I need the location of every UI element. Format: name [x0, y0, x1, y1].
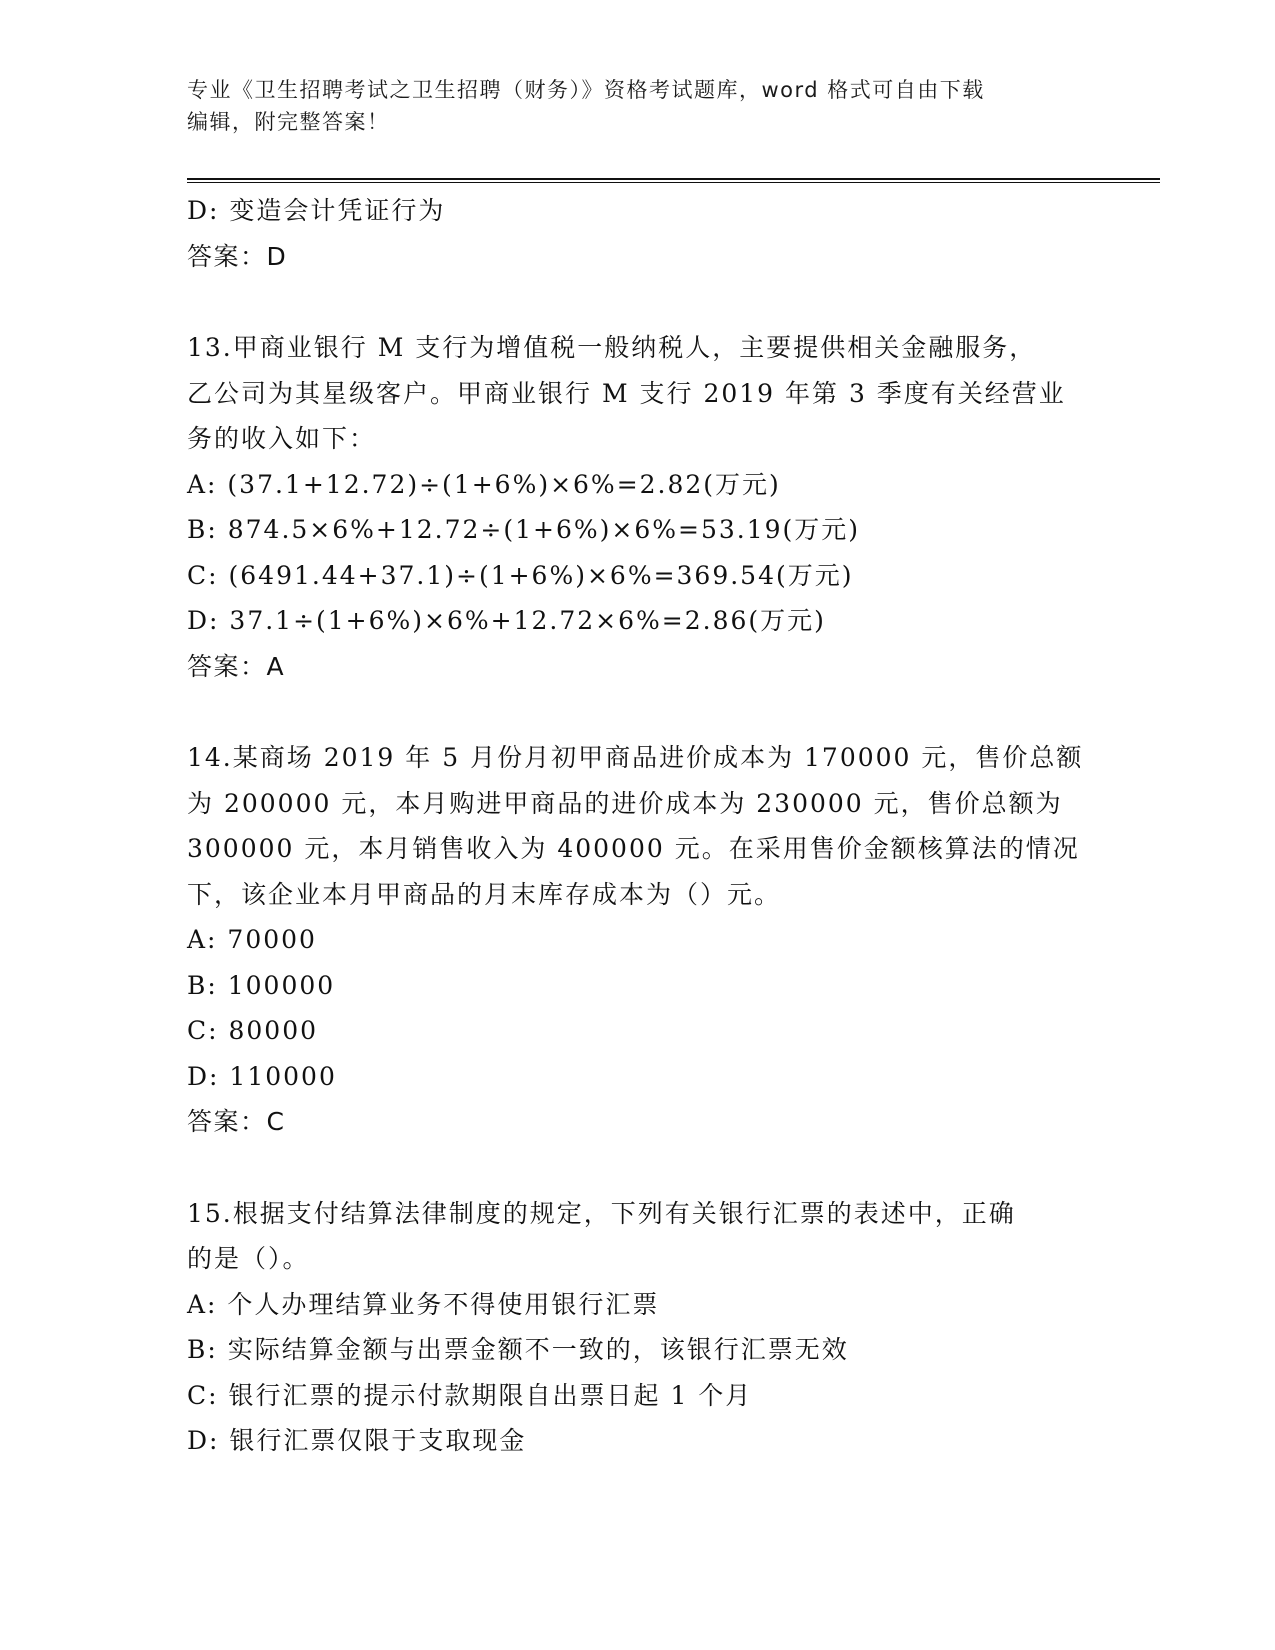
question-13 — [187, 325, 1087, 689]
q14-option-a: A: 70000 — [187, 925, 317, 954]
spacer — [187, 1145, 1087, 1191]
q14-option-b: B: 100000 — [187, 970, 336, 1000]
q14-stem-line: 300000 元，本月销售收入为 400000 元。在采用售价金额核算法的情况 — [187, 834, 1080, 863]
q15-option-b: B: 实际结算金额与出票金额不一致的，该银行汇票无效 — [187, 1335, 849, 1364]
q14-stem-line: 14.某商场 2019 年 5 月份月初甲商品进价成本为 170000 元，售价总额 — [187, 743, 1084, 772]
question-content — [187, 188, 1087, 1464]
q14-option-c: C: 80000 — [187, 1016, 319, 1045]
q13-option-b: B: 874.5×6%+12.72÷(1+6%)×6%=53.19(万元) — [187, 515, 861, 544]
q14-stem-line: 下，该企业本月甲商品的月末库存成本为（）元。 — [187, 879, 782, 909]
q15-stem-line: 的是（）。 — [187, 1244, 310, 1273]
q15-option-c: C: 银行汇票的提示付款期限自出票日起 1 个月 — [187, 1380, 753, 1410]
prev-answer: 答案：D — [187, 241, 288, 271]
q13-option-c: C: (6491.44+37.1)÷(1+6%)×6%=369.54(万元) — [187, 560, 854, 590]
spacer — [187, 279, 1087, 325]
spacer — [187, 689, 1087, 735]
q14-stem-line: 为 200000 元，本月购进甲商品的进价成本为 230000 元，售价总额为 — [187, 788, 1063, 818]
q13-option-a: A: (37.1+12.72)÷(1+6%)×6%=2.82(万元) — [187, 469, 781, 499]
q13-stem-line: 务的收入如下： — [187, 424, 377, 453]
page-header — [187, 74, 1087, 138]
question-15 — [187, 1191, 1087, 1464]
header-divider-thin — [187, 182, 1160, 183]
header-line-1: 专业《卫生招聘考试之卫生招聘（财务）》资格考试题库，word 格式可自由下载 — [187, 78, 985, 102]
q15-stem-line: 15.根据支付结算法律制度的规定，下列有关银行汇票的表述中，正确 — [187, 1198, 1016, 1228]
header-divider-thick — [187, 178, 1160, 180]
q13-stem-line: 乙公司为其星级客户。甲商业银行 M 支行 2019 年第 3 季度有关经营业 — [187, 378, 1066, 408]
q13-answer: 答案：A — [187, 651, 286, 681]
q13-option-d: D: 37.1÷(1+6%)×6%+12.72×6%=2.86(万元) — [187, 606, 826, 635]
q13-stem-line: 13.甲商业银行 M 支行为增值税一般纳税人，主要提供相关金融服务， — [187, 333, 1037, 362]
q15-option-a: A: 个人办理结算业务不得使用银行汇票 — [187, 1289, 660, 1319]
q14-option-d: D: 110000 — [187, 1061, 337, 1091]
q14-answer: 答案：C — [187, 1107, 286, 1136]
q15-option-d: D: 银行汇票仅限于支取现金 — [187, 1426, 527, 1455]
header-line-2: 编辑，附完整答案！ — [187, 110, 390, 134]
prev-option-d: D: 变造会计凭证行为 — [187, 196, 446, 225]
question-14 — [187, 735, 1087, 1145]
